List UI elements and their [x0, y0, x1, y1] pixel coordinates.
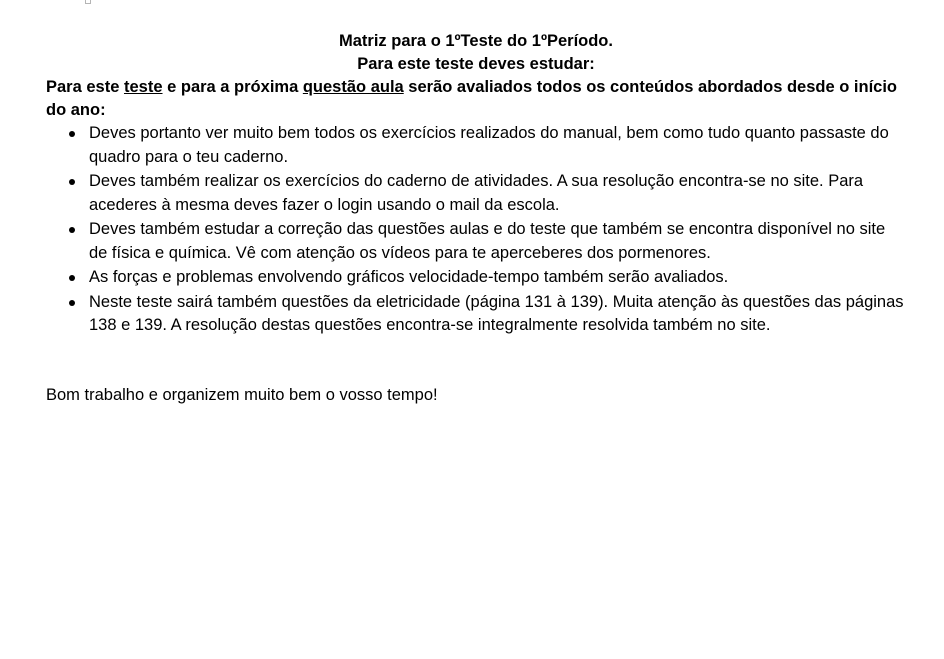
list-item-text: As forças e problemas envolvendo gráficos velocidade-tempo também serão avaliados.	[89, 268, 729, 286]
list-item	[46, 291, 906, 338]
list-item-text: Deves portanto ver muito bem todos os exercícios realizados do manual, bem como tudo quanto passaste do quadro para o teu caderno.	[89, 124, 889, 166]
list-item	[46, 170, 906, 217]
intro-paragraph	[46, 76, 906, 122]
bullet-icon	[69, 179, 75, 185]
document-page	[46, 30, 906, 423]
bullet-icon	[69, 275, 75, 281]
closing-message: Bom trabalho e organizem muito bem o vosso tempo!	[46, 385, 438, 404]
intro-text-3: serão avaliados todos os conteúdos abordados desde o início do ano:	[46, 78, 897, 119]
bullet-icon	[69, 300, 75, 306]
list-item-text: Deves também realizar os exercícios do caderno de atividades. A sua resolução encontra-se no site. Para acederes à mesma deves fazer o login usando o mail da escola.	[89, 172, 864, 214]
intro-underlined-questao-aula: questão aula	[302, 78, 404, 96]
bullet-icon	[69, 131, 75, 137]
text-boundary-mark	[85, 0, 91, 4]
document-title: Matriz para o 1ºTeste do 1ºPeríodo.	[339, 32, 613, 50]
bullet-icon	[69, 227, 75, 233]
list-item-text: Neste teste sairá também questões da eletricidade (página 131 à 139). Muita atenção às questões das páginas 138 e 139. A resolução destas questões encontra-se integralmente resolvida também no site.	[89, 292, 904, 334]
study-list	[46, 122, 906, 338]
intro-underlined-teste: teste	[123, 78, 163, 96]
document-subtitle: Para este teste deves estudar:	[357, 55, 595, 73]
list-item-text: Deves também estudar a correção das questões aulas e do teste que também se encontra disponível no site de física e química. Vê com atenção os vídeos para te aperceberes dos pormenores.	[89, 220, 886, 262]
list-item	[46, 218, 906, 265]
list-item	[46, 266, 906, 290]
intro-text-2: e para a próxima	[162, 78, 303, 96]
list-item	[46, 122, 906, 169]
intro-text-1: Para este	[46, 78, 124, 96]
